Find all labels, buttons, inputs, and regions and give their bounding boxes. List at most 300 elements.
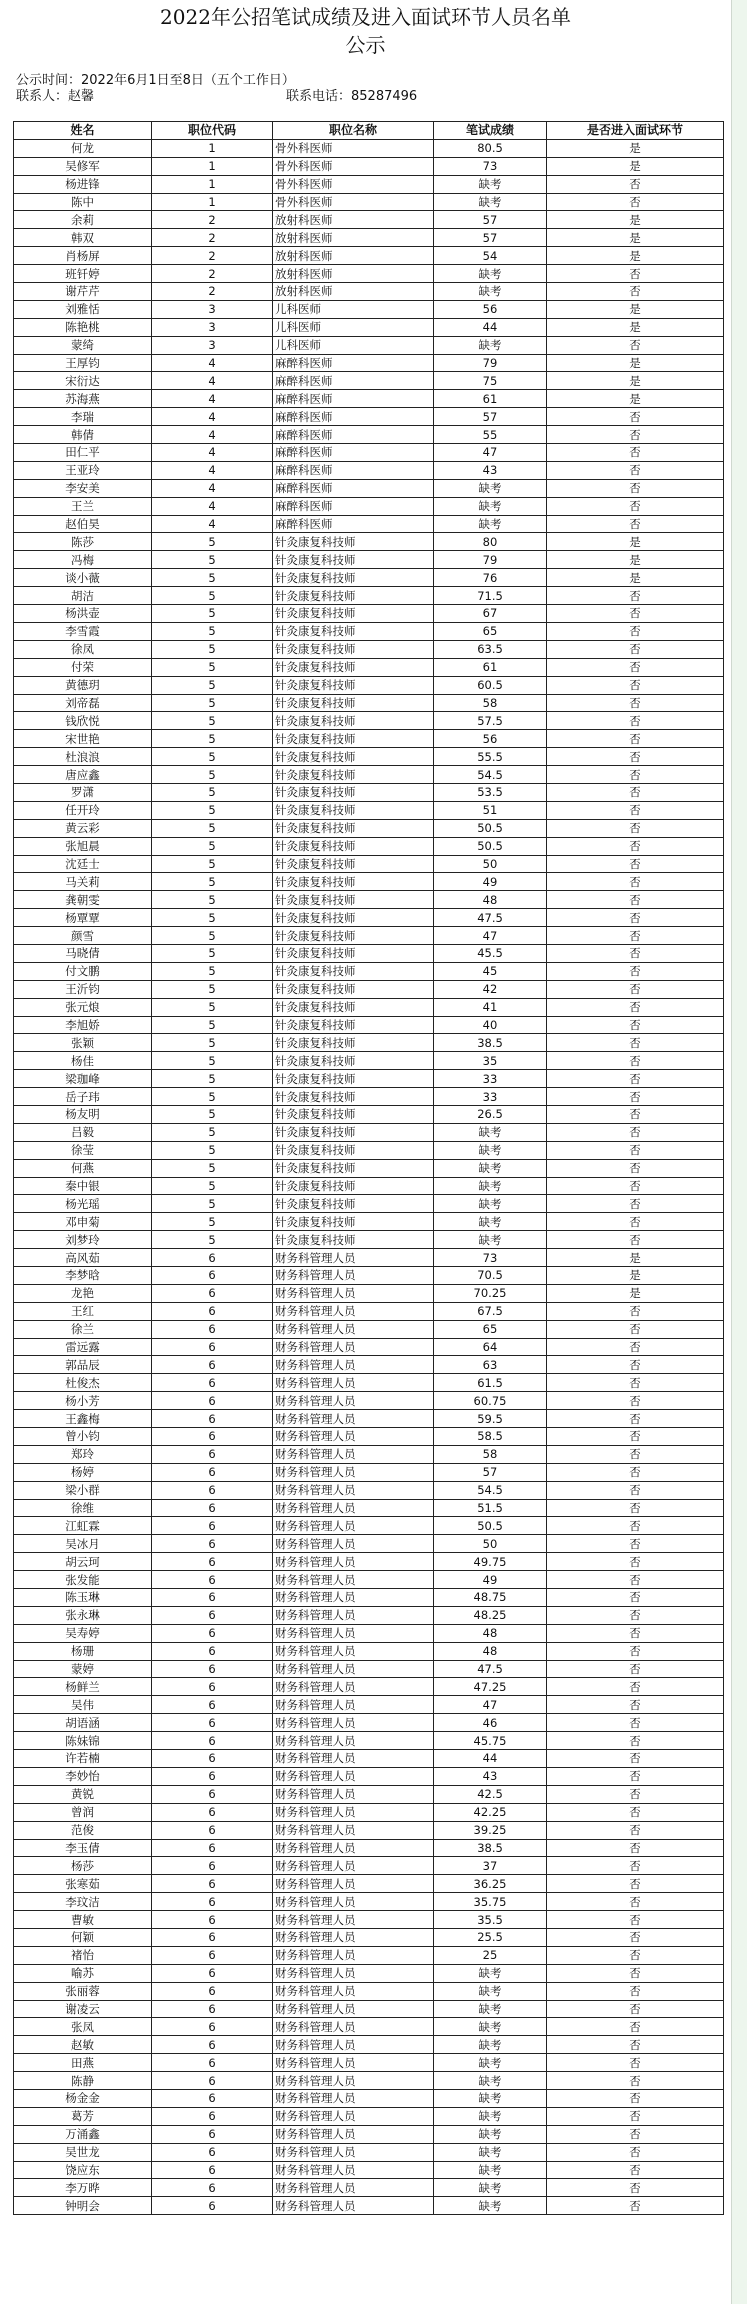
cell-interview-status: 是 [547, 139, 724, 157]
cell-interview-status: 否 [547, 2143, 724, 2161]
cell-interview-status: 否 [547, 694, 724, 712]
cell-position-code: 5 [152, 1105, 273, 1123]
cell-position-name: 财务科管理人员 [273, 1267, 434, 1285]
cell-written-score: 缺考 [434, 497, 547, 515]
cell-interview-status: 否 [547, 2089, 724, 2107]
cell-name: 褚怡 [14, 1946, 152, 1964]
cell-position-name: 财务科管理人员 [273, 1714, 434, 1732]
cell-position-name: 放射科医师 [273, 229, 434, 247]
table-row [14, 1624, 724, 1642]
cell-position-name: 财务科管理人员 [273, 2143, 434, 2161]
cell-position-name: 财务科管理人员 [273, 1535, 434, 1553]
cell-name: 张凤 [14, 2018, 152, 2036]
cell-interview-status: 否 [547, 712, 724, 730]
cell-name: 陈艳桃 [14, 318, 152, 336]
cell-written-score: 57 [434, 1463, 547, 1481]
cell-interview-status: 否 [547, 1356, 724, 1374]
cell-written-score: 缺考 [434, 1964, 547, 1982]
cell-written-score: 缺考 [434, 2179, 547, 2197]
cell-position-name: 针灸康复科技师 [273, 533, 434, 551]
cell-position-name: 针灸康复科技师 [273, 909, 434, 927]
cell-interview-status: 否 [547, 2179, 724, 2197]
cell-interview-status: 否 [547, 2036, 724, 2054]
cell-interview-status: 否 [547, 1893, 724, 1911]
cell-written-score: 48.75 [434, 1589, 547, 1607]
cell-position-code: 6 [152, 1839, 273, 1857]
cell-position-code: 6 [152, 2197, 273, 2215]
cell-position-name: 麻醉科医师 [273, 372, 434, 390]
cell-written-score: 缺考 [434, 2161, 547, 2179]
cell-written-score: 38.5 [434, 1034, 547, 1052]
table-row [14, 211, 724, 229]
table-row [14, 837, 724, 855]
table-row [14, 300, 724, 318]
cell-position-name: 财务科管理人员 [273, 2125, 434, 2143]
cell-position-code: 1 [152, 193, 273, 211]
cell-name: 任开玲 [14, 801, 152, 819]
cell-interview-status: 否 [547, 730, 724, 748]
cell-written-score: 33 [434, 1070, 547, 1088]
cell-position-code: 5 [152, 605, 273, 623]
cell-name: 曹敏 [14, 1911, 152, 1929]
table-row [14, 1821, 724, 1839]
cell-interview-status: 否 [547, 1392, 724, 1410]
cell-name: 张颖 [14, 1034, 152, 1052]
cell-position-name: 针灸康复科技师 [273, 980, 434, 998]
table-row [14, 2179, 724, 2197]
table-row [14, 1928, 724, 1946]
cell-position-name: 骨外科医师 [273, 139, 434, 157]
cell-position-name: 麻醉科医师 [273, 390, 434, 408]
cell-position-code: 6 [152, 1481, 273, 1499]
table-row [14, 1964, 724, 1982]
cell-position-code: 5 [152, 1123, 273, 1141]
cell-written-score: 42.25 [434, 1803, 547, 1821]
table-row [14, 157, 724, 175]
cell-name: 高风茹 [14, 1249, 152, 1267]
cell-written-score: 38.5 [434, 1839, 547, 1857]
cell-name: 钱欣悦 [14, 712, 152, 730]
page-subtitle: 公示 [345, 33, 386, 57]
table-row [14, 1589, 724, 1607]
cell-position-name: 针灸康复科技师 [273, 587, 434, 605]
cell-interview-status: 否 [547, 980, 724, 998]
cell-position-code: 5 [152, 1177, 273, 1195]
table-row [14, 2161, 724, 2179]
cell-name: 沈廷士 [14, 855, 152, 873]
table-row [14, 980, 724, 998]
cell-name: 李万晔 [14, 2179, 152, 2197]
cell-position-name: 针灸康复科技师 [273, 1159, 434, 1177]
table-row [14, 658, 724, 676]
cell-written-score: 49 [434, 1571, 547, 1589]
cell-interview-status: 是 [547, 300, 724, 318]
cell-interview-status: 否 [547, 1624, 724, 1642]
cell-interview-status: 否 [547, 1821, 724, 1839]
cell-position-code: 6 [152, 2179, 273, 2197]
cell-position-name: 针灸康复科技师 [273, 748, 434, 766]
cell-position-name: 针灸康复科技师 [273, 783, 434, 801]
cell-written-score: 67 [434, 605, 547, 623]
cell-interview-status: 否 [547, 998, 724, 1016]
cell-position-name: 财务科管理人员 [273, 1553, 434, 1571]
cell-position-name: 针灸康复科技师 [273, 998, 434, 1016]
cell-position-code: 6 [152, 1463, 273, 1481]
cell-written-score: 45.5 [434, 944, 547, 962]
table-row [14, 229, 724, 247]
cell-position-code: 3 [152, 336, 273, 354]
cell-position-name: 财务科管理人员 [273, 1928, 434, 1946]
cell-position-name: 财务科管理人员 [273, 1320, 434, 1338]
cell-interview-status: 否 [547, 909, 724, 927]
cell-position-name: 麻醉科医师 [273, 461, 434, 479]
cell-interview-status: 否 [547, 175, 724, 193]
cell-name: 胡云珂 [14, 1553, 152, 1571]
cell-position-name: 财务科管理人员 [273, 1428, 434, 1446]
cell-position-code: 6 [152, 1714, 273, 1732]
cell-name: 胡洁 [14, 587, 152, 605]
table-row [14, 479, 724, 497]
cell-position-name: 财务科管理人员 [273, 1785, 434, 1803]
cell-name: 谈小薇 [14, 569, 152, 587]
cell-interview-status: 是 [547, 533, 724, 551]
cell-name: 王沂钧 [14, 980, 152, 998]
table-row [14, 193, 724, 211]
table-row [14, 1750, 724, 1768]
cell-position-name: 针灸康复科技师 [273, 1070, 434, 1088]
cell-position-code: 6 [152, 1284, 273, 1302]
cell-position-code: 6 [152, 1893, 273, 1911]
cell-position-name: 针灸康复科技师 [273, 730, 434, 748]
cell-position-code: 4 [152, 461, 273, 479]
cell-position-code: 6 [152, 2125, 273, 2143]
cell-position-name: 针灸康复科技师 [273, 658, 434, 676]
cell-written-score: 48 [434, 891, 547, 909]
cell-interview-status: 是 [547, 372, 724, 390]
table-row [14, 426, 724, 444]
cell-name: 黄云彩 [14, 819, 152, 837]
table-row [14, 748, 724, 766]
cell-name: 余莉 [14, 211, 152, 229]
cell-interview-status: 否 [547, 1857, 724, 1875]
cell-written-score: 51 [434, 801, 547, 819]
header-interview-status: 是否进入面试环节 [547, 122, 724, 140]
cell-position-name: 针灸康复科技师 [273, 1034, 434, 1052]
cell-position-code: 6 [152, 1857, 273, 1875]
cell-name: 吴修军 [14, 157, 152, 175]
cell-name: 张寒茹 [14, 1875, 152, 1893]
cell-position-code: 3 [152, 318, 273, 336]
cell-written-score: 26.5 [434, 1105, 547, 1123]
cell-position-code: 6 [152, 1624, 273, 1642]
cell-position-code: 6 [152, 1982, 273, 2000]
cell-position-name: 麻醉科医师 [273, 408, 434, 426]
cell-interview-status: 是 [547, 229, 724, 247]
cell-position-name: 财务科管理人员 [273, 1517, 434, 1535]
cell-name: 赵敏 [14, 2036, 152, 2054]
table-row [14, 1481, 724, 1499]
table-row [14, 694, 724, 712]
cell-position-code: 4 [152, 515, 273, 533]
table-row [14, 1785, 724, 1803]
cell-position-code: 5 [152, 766, 273, 784]
cell-interview-status: 否 [547, 1463, 724, 1481]
cell-written-score: 缺考 [434, 2072, 547, 2090]
cell-interview-status: 否 [547, 962, 724, 980]
cell-name: 蒙绮 [14, 336, 152, 354]
cell-position-code: 6 [152, 2018, 273, 2036]
table-row [14, 1642, 724, 1660]
cell-written-score: 80.5 [434, 139, 547, 157]
table-row [14, 622, 724, 640]
cell-interview-status: 否 [547, 1070, 724, 1088]
cell-name: 何燕 [14, 1159, 152, 1177]
table-row [14, 1767, 724, 1785]
cell-position-code: 4 [152, 390, 273, 408]
table-row [14, 1660, 724, 1678]
cell-position-name: 针灸康复科技师 [273, 569, 434, 587]
cell-name: 何颖 [14, 1928, 152, 1946]
table-row [14, 515, 724, 533]
table-row [14, 1123, 724, 1141]
cell-position-code: 6 [152, 1785, 273, 1803]
cell-position-name: 针灸康复科技师 [273, 622, 434, 640]
cell-position-name: 麻醉科医师 [273, 354, 434, 372]
cell-written-score: 25.5 [434, 1928, 547, 1946]
cell-position-code: 3 [152, 300, 273, 318]
cell-position-code: 6 [152, 1267, 273, 1285]
cell-name: 颜雪 [14, 927, 152, 945]
table-row [14, 944, 724, 962]
cell-position-code: 5 [152, 658, 273, 676]
cell-interview-status: 否 [547, 1159, 724, 1177]
cell-interview-status: 否 [547, 515, 724, 533]
cell-position-code: 5 [152, 783, 273, 801]
table-row [14, 1946, 724, 1964]
cell-written-score: 48 [434, 1624, 547, 1642]
table-row [14, 1606, 724, 1624]
cell-name: 田仁平 [14, 444, 152, 462]
cell-position-name: 针灸康复科技师 [273, 837, 434, 855]
cell-written-score: 缺考 [434, 175, 547, 193]
table-row [14, 1231, 724, 1249]
cell-written-score: 58 [434, 694, 547, 712]
cell-name: 张元烺 [14, 998, 152, 1016]
cell-written-score: 58 [434, 1445, 547, 1463]
cell-name: 赵伯昊 [14, 515, 152, 533]
cell-written-score: 73 [434, 1249, 547, 1267]
cell-interview-status: 否 [547, 1195, 724, 1213]
cell-interview-status: 否 [547, 658, 724, 676]
cell-position-code: 6 [152, 1642, 273, 1660]
cell-written-score: 25 [434, 1946, 547, 1964]
cell-position-name: 财务科管理人员 [273, 1410, 434, 1428]
cell-name: 李旭娇 [14, 1016, 152, 1034]
cell-written-score: 80 [434, 533, 547, 551]
cell-written-score: 57 [434, 229, 547, 247]
cell-name: 韩双 [14, 229, 152, 247]
cell-position-code: 6 [152, 2036, 273, 2054]
table-row [14, 1875, 724, 1893]
cell-position-code: 5 [152, 909, 273, 927]
cell-name: 冯梅 [14, 551, 152, 569]
cell-interview-status: 是 [547, 1249, 724, 1267]
cell-position-code: 6 [152, 1302, 273, 1320]
table-row [14, 390, 724, 408]
cell-name: 杨莎 [14, 1857, 152, 1875]
cell-name: 陈中 [14, 193, 152, 211]
cell-position-name: 针灸康复科技师 [273, 944, 434, 962]
cell-position-name: 财务科管理人员 [273, 2054, 434, 2072]
cell-interview-status: 否 [547, 1982, 724, 2000]
cell-name: 张丽蓉 [14, 1982, 152, 2000]
cell-position-name: 财务科管理人员 [273, 2089, 434, 2107]
cell-interview-status: 否 [547, 1123, 724, 1141]
cell-position-name: 麻醉科医师 [273, 515, 434, 533]
cell-written-score: 47.25 [434, 1678, 547, 1696]
cell-interview-status: 否 [547, 193, 724, 211]
cell-written-score: 缺考 [434, 2197, 547, 2215]
cell-position-name: 针灸康复科技师 [273, 873, 434, 891]
cell-interview-status: 是 [547, 1284, 724, 1302]
table-row [14, 354, 724, 372]
cell-position-code: 2 [152, 265, 273, 283]
cell-position-code: 1 [152, 157, 273, 175]
cell-interview-status: 否 [547, 2161, 724, 2179]
cell-name: 李玟洁 [14, 1893, 152, 1911]
cell-interview-status: 否 [547, 819, 724, 837]
cell-position-name: 财务科管理人员 [273, 1750, 434, 1768]
cell-position-name: 财务科管理人员 [273, 1839, 434, 1857]
cell-written-score: 50 [434, 1535, 547, 1553]
cell-position-name: 针灸康复科技师 [273, 1105, 434, 1123]
cell-name: 李妙怡 [14, 1767, 152, 1785]
table-row [14, 2089, 724, 2107]
cell-name: 范俊 [14, 1821, 152, 1839]
cell-name: 宋衍达 [14, 372, 152, 390]
table-row [14, 730, 724, 748]
table-row [14, 1463, 724, 1481]
cell-interview-status: 否 [547, 801, 724, 819]
cell-position-code: 6 [152, 2000, 273, 2018]
table-row [14, 855, 724, 873]
cell-interview-status: 否 [547, 1428, 724, 1446]
cell-interview-status: 否 [547, 426, 724, 444]
cell-name: 秦中银 [14, 1177, 152, 1195]
cell-interview-status: 否 [547, 1052, 724, 1070]
cell-written-score: 缺考 [434, 515, 547, 533]
cell-written-score: 48.25 [434, 1606, 547, 1624]
table-row [14, 1159, 724, 1177]
table-row [14, 2036, 724, 2054]
cell-interview-status: 否 [547, 927, 724, 945]
cell-position-code: 5 [152, 694, 273, 712]
table-row [14, 873, 724, 891]
cell-position-name: 财务科管理人员 [273, 1857, 434, 1875]
cell-interview-status: 否 [547, 1839, 724, 1857]
table-row [14, 318, 724, 336]
cell-name: 杨进锋 [14, 175, 152, 193]
cell-position-name: 财务科管理人员 [273, 1445, 434, 1463]
cell-position-code: 6 [152, 2089, 273, 2107]
cell-interview-status: 否 [547, 873, 724, 891]
cell-position-code: 6 [152, 1964, 273, 1982]
cell-position-name: 针灸康复科技师 [273, 766, 434, 784]
cell-position-name: 针灸康复科技师 [273, 855, 434, 873]
cell-position-name: 财务科管理人员 [273, 1356, 434, 1374]
cell-position-name: 财务科管理人员 [273, 1696, 434, 1714]
table-row [14, 1678, 724, 1696]
table-row [14, 1499, 724, 1517]
cell-interview-status: 否 [547, 336, 724, 354]
cell-position-code: 6 [152, 1249, 273, 1267]
cell-position-name: 针灸康复科技师 [273, 551, 434, 569]
table-row [14, 1338, 724, 1356]
cell-written-score: 46 [434, 1714, 547, 1732]
cell-interview-status: 否 [547, 479, 724, 497]
cell-written-score: 35 [434, 1052, 547, 1070]
cell-name: 何龙 [14, 139, 152, 157]
cell-interview-status: 否 [547, 783, 724, 801]
table-row [14, 1016, 724, 1034]
cell-name: 杨金金 [14, 2089, 152, 2107]
cell-written-score: 44 [434, 318, 547, 336]
cell-position-name: 儿科医师 [273, 300, 434, 318]
cell-written-score: 缺考 [434, 1195, 547, 1213]
cell-position-code: 6 [152, 1499, 273, 1517]
table-row [14, 2072, 724, 2090]
cell-position-name: 放射科医师 [273, 247, 434, 265]
cell-position-name: 财务科管理人员 [273, 1463, 434, 1481]
cell-name: 王兰 [14, 497, 152, 515]
cell-position-code: 4 [152, 497, 273, 515]
table-row [14, 2054, 724, 2072]
cell-position-code: 6 [152, 1392, 273, 1410]
cell-position-code: 5 [152, 837, 273, 855]
table-row [14, 1714, 724, 1732]
cell-position-name: 骨外科医师 [273, 193, 434, 211]
cell-position-code: 6 [152, 1606, 273, 1624]
cell-name: 唐应鑫 [14, 766, 152, 784]
cell-written-score: 79 [434, 354, 547, 372]
cell-position-name: 针灸康复科技师 [273, 801, 434, 819]
cell-position-code: 6 [152, 1767, 273, 1785]
cell-interview-status: 否 [547, 1320, 724, 1338]
cell-interview-status: 否 [547, 1302, 724, 1320]
table-row [14, 1571, 724, 1589]
cell-name: 苏海燕 [14, 390, 152, 408]
cell-written-score: 47 [434, 927, 547, 945]
table-row [14, 372, 724, 390]
table-row [14, 676, 724, 694]
header-position-code: 职位代码 [152, 122, 273, 140]
cell-name: 杜浪浪 [14, 748, 152, 766]
cell-written-score: 49.75 [434, 1553, 547, 1571]
cell-written-score: 缺考 [434, 1231, 547, 1249]
cell-written-score: 50.5 [434, 819, 547, 837]
cell-written-score: 47.5 [434, 1660, 547, 1678]
cell-interview-status: 否 [547, 1034, 724, 1052]
cell-position-code: 5 [152, 712, 273, 730]
table-row [14, 1320, 724, 1338]
header-position-name: 职位名称 [273, 122, 434, 140]
cell-written-score: 41 [434, 998, 547, 1016]
cell-interview-status: 否 [547, 1964, 724, 1982]
cell-position-code: 6 [152, 1338, 273, 1356]
cell-position-name: 针灸康复科技师 [273, 819, 434, 837]
cell-position-code: 6 [152, 1696, 273, 1714]
table-row [14, 1284, 724, 1302]
